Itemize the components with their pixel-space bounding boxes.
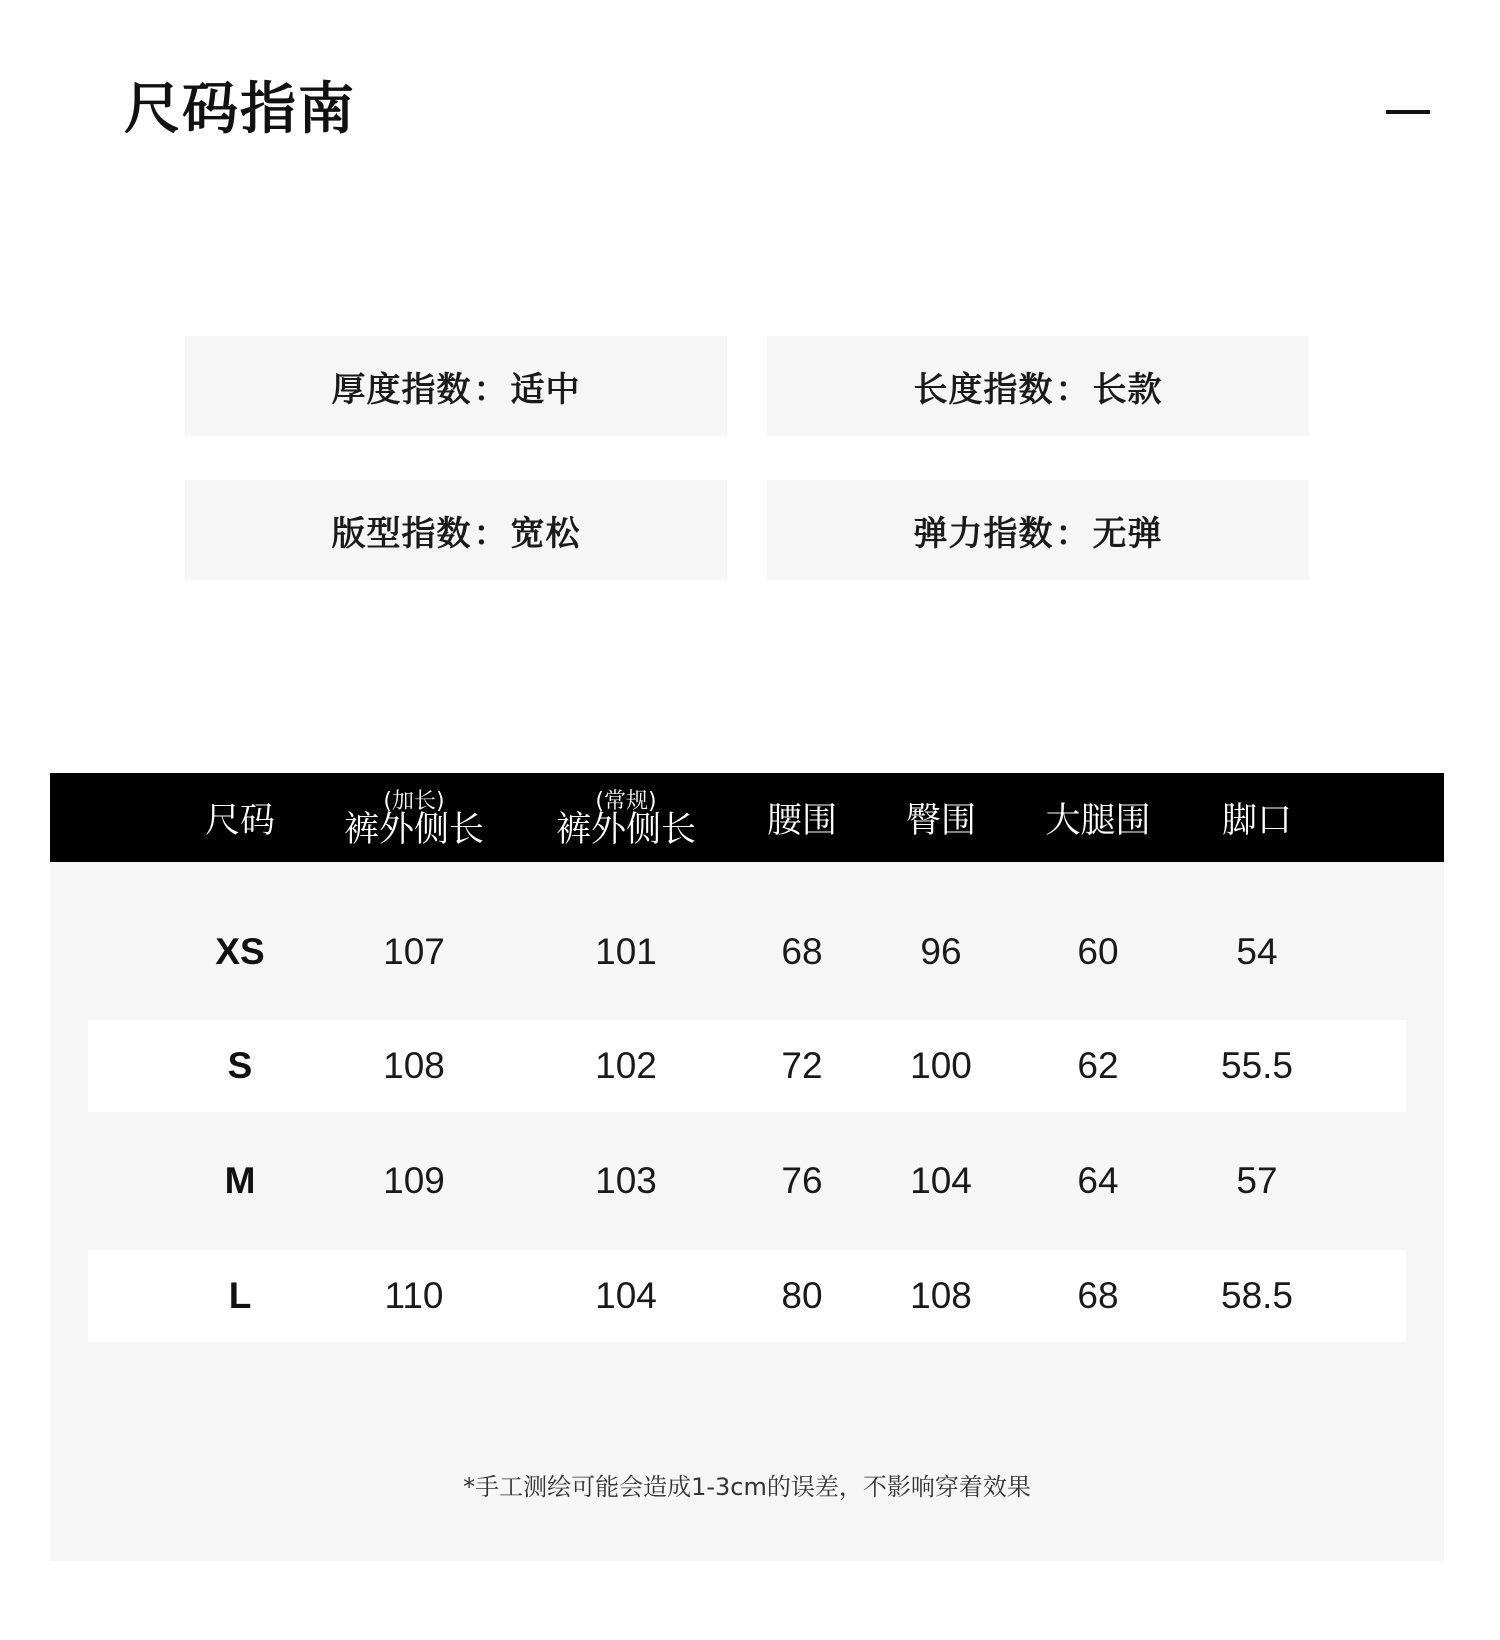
leg-opening-cell: 57 [1236, 1160, 1278, 1201]
header-thigh [1045, 773, 1150, 862]
waist-cell: 76 [781, 1160, 823, 1201]
size-cell: M [224, 1160, 256, 1201]
outseam-long-cell: 107 [383, 931, 445, 972]
index-separator: ： [1055, 513, 1091, 554]
waist-cell: 72 [781, 1045, 823, 1086]
index-value: 无弹 [1092, 513, 1163, 554]
header-label: 尺码 [204, 800, 276, 841]
header-label: 腰围 [766, 800, 838, 841]
table-header [50, 773, 1444, 862]
outseam-regular-cell: 101 [595, 931, 657, 972]
header-outseam-regular [556, 773, 696, 862]
leg-opening-cell: 55.5 [1220, 1045, 1294, 1086]
hip-cell: 100 [910, 1045, 972, 1086]
hip-cell: 104 [910, 1160, 972, 1201]
table-row [88, 1135, 1406, 1227]
table-row [88, 906, 1406, 998]
header-leg-opening [1222, 773, 1292, 862]
header-label: 脚口 [1221, 800, 1293, 841]
thigh-cell: 64 [1077, 1160, 1119, 1201]
index-separator: ： [1055, 369, 1091, 410]
measurement-footnote: *手工测绘可能会造成1-3cm的误差，不影响穿着效果 [463, 1473, 1031, 1501]
index-value: 宽松 [510, 513, 581, 554]
size-cell: L [228, 1275, 252, 1316]
length-index-card [767, 336, 1309, 436]
index-value: 适中 [510, 369, 581, 410]
header-sublabel: (常规) [595, 789, 657, 814]
waist-cell: 80 [781, 1275, 823, 1316]
header-size [205, 773, 275, 862]
leg-opening-cell: 54 [1236, 931, 1278, 972]
header-label: 臀围 [905, 800, 977, 841]
index-label: 弹力指数 [913, 513, 1054, 554]
header-waist [767, 773, 837, 862]
size-table [50, 773, 1444, 1561]
index-label: 长度指数 [913, 369, 1054, 410]
size-cell: XS [215, 931, 265, 972]
fit-index-card [185, 480, 727, 580]
index-label: 版型指数 [331, 513, 472, 554]
header-label: 裤外侧长 [555, 810, 697, 850]
size-cell: S [227, 1045, 253, 1086]
thickness-index-card [185, 336, 727, 436]
header-hip [906, 773, 976, 862]
index-value: 长款 [1092, 369, 1163, 410]
thigh-cell: 62 [1077, 1045, 1119, 1086]
waist-cell: 68 [781, 931, 823, 972]
thigh-cell: 68 [1077, 1275, 1119, 1316]
header-label: 裤外侧长 [343, 810, 485, 850]
index-separator: ： [473, 369, 509, 410]
outseam-regular-cell: 103 [595, 1160, 657, 1201]
outseam-regular-cell: 102 [595, 1045, 657, 1086]
header-label: 大腿围 [1045, 800, 1151, 841]
hip-cell: 108 [910, 1275, 972, 1316]
outseam-regular-cell: 104 [595, 1275, 657, 1316]
header-outseam-long [344, 773, 484, 862]
minus-icon[interactable] [1386, 110, 1430, 114]
leg-opening-cell: 58.5 [1220, 1275, 1294, 1316]
outseam-long-cell: 110 [384, 1275, 444, 1316]
header-sublabel: (加长) [383, 789, 445, 814]
thigh-cell: 60 [1077, 931, 1119, 972]
table-row [88, 1020, 1406, 1112]
page-title: 尺码指南 [124, 77, 356, 142]
hip-cell: 96 [920, 931, 962, 972]
elasticity-index-card [767, 480, 1309, 580]
outseam-long-cell: 109 [383, 1160, 445, 1201]
outseam-long-cell: 108 [383, 1045, 445, 1086]
table-row [88, 1250, 1406, 1342]
index-separator: ： [473, 513, 509, 554]
index-label: 厚度指数 [331, 369, 472, 410]
